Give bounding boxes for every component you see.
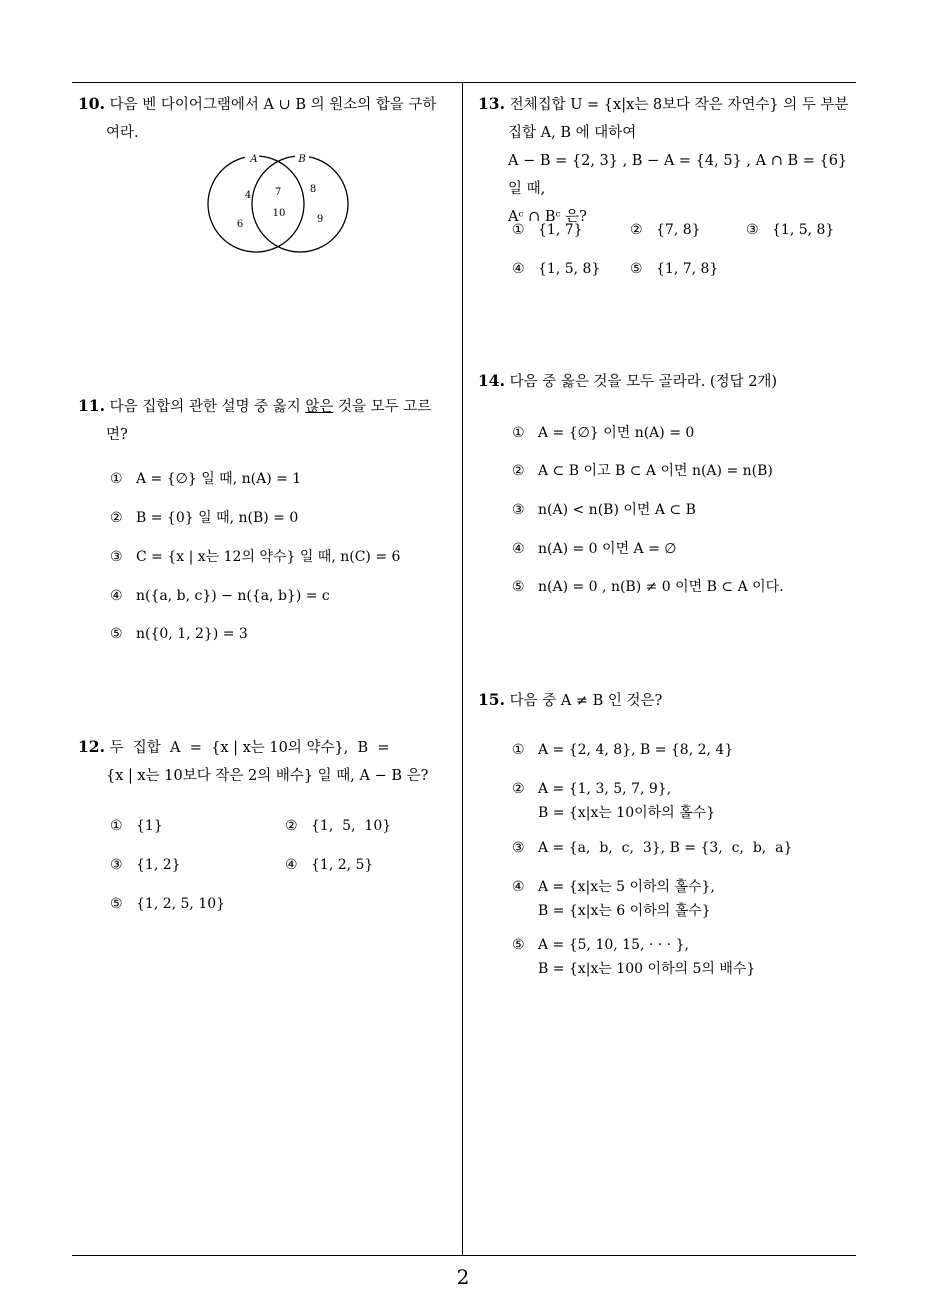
option[interactable] bbox=[110, 507, 298, 529]
column-divider bbox=[462, 83, 463, 1256]
question-stem: 것을 모두 고르 bbox=[333, 399, 432, 415]
question-number: 15. bbox=[478, 690, 505, 709]
question-number: 13. bbox=[478, 94, 505, 113]
venn-element: 6 bbox=[236, 219, 244, 230]
option-text: n({0, 1, 2}) = 3 bbox=[136, 626, 248, 642]
question-15-line1 bbox=[478, 686, 858, 715]
option[interactable] bbox=[512, 836, 792, 860]
question-stem: 다음 중 옳은 것을 모두 골라라. (정답 2개) bbox=[509, 374, 778, 390]
option-text: {1, 5, 8} bbox=[772, 222, 835, 238]
venn-circle-b bbox=[252, 156, 348, 252]
question-15 bbox=[478, 686, 858, 715]
option-text: B = {0} 일 때, n(B) = 0 bbox=[136, 510, 299, 526]
option-marker: ④ bbox=[512, 541, 525, 557]
option-marker: ② bbox=[630, 222, 643, 238]
option-marker: ① bbox=[512, 222, 525, 238]
option-text: A = {x|x는 5 이하의 홀수}, bbox=[538, 879, 715, 895]
option-marker: ① bbox=[512, 742, 525, 758]
option[interactable] bbox=[512, 219, 583, 241]
question-stem-cont: 집합 A, B 에 대하여 bbox=[508, 125, 637, 141]
option[interactable] bbox=[512, 538, 676, 560]
option-text: A = {1, 3, 5, 7, 9}, bbox=[538, 781, 672, 797]
option-text: A = {a, b, c, 3}, B = {3, c, b, a} bbox=[538, 840, 793, 856]
option[interactable] bbox=[110, 546, 400, 568]
option[interactable] bbox=[512, 875, 715, 923]
question-14 bbox=[478, 367, 858, 396]
question-stem: 전체집합 U = {x|x는 8보다 작은 자연수} 의 두 부분 bbox=[509, 97, 849, 113]
venn-diagram bbox=[198, 148, 358, 258]
option-marker: ⑤ bbox=[110, 896, 123, 912]
venn-element: 9 bbox=[316, 214, 324, 225]
option-marker: ② bbox=[110, 510, 123, 526]
underlined-word: 않은 bbox=[305, 399, 334, 415]
option[interactable] bbox=[110, 815, 163, 837]
option-marker: ① bbox=[512, 425, 525, 441]
option[interactable] bbox=[512, 933, 755, 981]
option-text: n({a, b, c}) − n({a, b}) = c bbox=[136, 588, 330, 604]
venn-element: 10 bbox=[272, 208, 286, 219]
option-marker: ④ bbox=[285, 857, 298, 873]
question-10 bbox=[78, 90, 458, 147]
option-text-line2: B = {x|x는 6 이하의 홀수} bbox=[538, 903, 711, 919]
venn-element: 7 bbox=[274, 187, 282, 198]
question-stem-cont: Aᶜ ∩ Bᶜ 은? bbox=[508, 209, 587, 225]
option[interactable] bbox=[512, 460, 773, 482]
option-marker: ③ bbox=[110, 857, 123, 873]
venn-label-a: A bbox=[250, 154, 258, 165]
option-marker: ④ bbox=[110, 588, 123, 604]
option-marker: ① bbox=[110, 818, 123, 834]
option-text: {1, 2, 5, 10} bbox=[136, 896, 226, 912]
question-number: 10. bbox=[78, 94, 105, 113]
option-marker: ④ bbox=[512, 261, 525, 277]
option[interactable] bbox=[630, 219, 701, 241]
option-text: A ⊂ B 이고 B ⊂ A 이면 n(A) = n(B) bbox=[538, 463, 773, 479]
question-13 bbox=[478, 90, 858, 231]
option-text: {1, 7} bbox=[538, 222, 583, 238]
option-marker: ③ bbox=[512, 840, 525, 856]
question-stem-cont: A − B = {2, 3} , B − A = {4, 5} , A ∩ B = {6} 일 때, bbox=[508, 153, 848, 197]
option-text-line2: B = {x|x는 10이하의 홀수} bbox=[538, 805, 716, 821]
option-text: n(A) = 0 이면 A = ∅ bbox=[538, 541, 677, 557]
option-marker: ⑤ bbox=[630, 261, 643, 277]
option[interactable] bbox=[512, 738, 733, 762]
option-marker: ⑤ bbox=[512, 937, 525, 953]
question-number: 12. bbox=[78, 737, 105, 756]
option-marker: ② bbox=[512, 463, 525, 479]
option[interactable] bbox=[512, 499, 696, 521]
option-text: {1, 7, 8} bbox=[656, 261, 719, 277]
question-11 bbox=[78, 392, 458, 449]
option-marker: ③ bbox=[746, 222, 759, 238]
question-stem-cont: {x | x는 10보다 작은 2의 배수} 일 때, A − B 은? bbox=[106, 768, 429, 784]
option[interactable] bbox=[110, 893, 225, 915]
option-marker: ⑤ bbox=[110, 626, 123, 642]
option[interactable] bbox=[512, 258, 600, 280]
option-marker: ③ bbox=[110, 549, 123, 565]
venn-circle-a bbox=[208, 156, 304, 252]
question-stem-cont: 여라. bbox=[106, 125, 139, 141]
top-rule bbox=[72, 82, 856, 83]
option-text: {1, 5, 10} bbox=[311, 818, 392, 834]
venn-element: 4 bbox=[244, 190, 252, 201]
question-stem-cont: 면? bbox=[106, 427, 128, 443]
option[interactable] bbox=[110, 623, 248, 645]
option-text: C = {x | x는 12의 약수} 일 때, n(C) = 6 bbox=[136, 549, 401, 565]
option[interactable] bbox=[285, 815, 391, 837]
question-10-line1 bbox=[78, 90, 458, 119]
option-text: A = {∅} 이면 n(A) = 0 bbox=[538, 425, 695, 441]
option-marker: ③ bbox=[512, 502, 525, 518]
question-stem: 두 집합 A = {x | x는 10의 약수}, B = bbox=[109, 740, 390, 756]
option-text: {1, 5, 8} bbox=[538, 261, 601, 277]
option-text: {1, 2} bbox=[136, 857, 181, 873]
option[interactable] bbox=[110, 468, 301, 490]
option-marker: ④ bbox=[512, 879, 525, 895]
option-text: {1} bbox=[136, 818, 163, 834]
option-marker: ② bbox=[285, 818, 298, 834]
question-12 bbox=[78, 733, 458, 790]
option-marker: ② bbox=[512, 781, 525, 797]
question-14-line1 bbox=[478, 367, 858, 396]
question-number: 14. bbox=[478, 371, 505, 390]
option-marker: ⑤ bbox=[512, 579, 525, 595]
option-text: n(A) = 0 , n(B) ≠ 0 이면 B ⊂ A 이다. bbox=[538, 579, 784, 595]
option-text: A = {5, 10, 15, · · · }, bbox=[538, 937, 689, 953]
bottom-rule bbox=[72, 1255, 856, 1256]
option-text: {7, 8} bbox=[656, 222, 701, 238]
venn-element: 8 bbox=[309, 184, 317, 195]
question-number: 11. bbox=[78, 396, 105, 415]
page-number: 2 bbox=[456, 1265, 470, 1289]
option[interactable] bbox=[746, 219, 834, 241]
option[interactable] bbox=[285, 854, 373, 876]
option-marker: ① bbox=[110, 471, 123, 487]
question-stem: 다음 벤 다이어그램에서 A ∪ B 의 원소의 합을 구하 bbox=[109, 97, 437, 113]
option[interactable] bbox=[110, 854, 181, 876]
option[interactable] bbox=[630, 258, 718, 280]
question-11-line1 bbox=[78, 392, 458, 421]
question-stem: 다음 집합의 관한 설명 중 옳지 bbox=[109, 399, 306, 415]
option-text-line2: B = {x|x는 100 이하의 5의 배수} bbox=[538, 961, 756, 977]
option[interactable] bbox=[110, 585, 330, 607]
option[interactable] bbox=[512, 422, 694, 444]
question-13-line1 bbox=[478, 90, 858, 119]
option-text: A = {2, 4, 8}, B = {8, 2, 4} bbox=[538, 742, 734, 758]
question-12-line1 bbox=[78, 733, 458, 762]
option[interactable] bbox=[512, 777, 715, 825]
option-text: A = {∅} 일 때, n(A) = 1 bbox=[136, 471, 302, 487]
question-stem: 다음 중 A ≠ B 인 것은? bbox=[509, 693, 663, 709]
option-text: {1, 2, 5} bbox=[311, 857, 374, 873]
venn-label-b: B bbox=[298, 154, 306, 165]
option[interactable] bbox=[512, 576, 784, 598]
option-text: n(A) < n(B) 이면 A ⊂ B bbox=[538, 502, 696, 518]
